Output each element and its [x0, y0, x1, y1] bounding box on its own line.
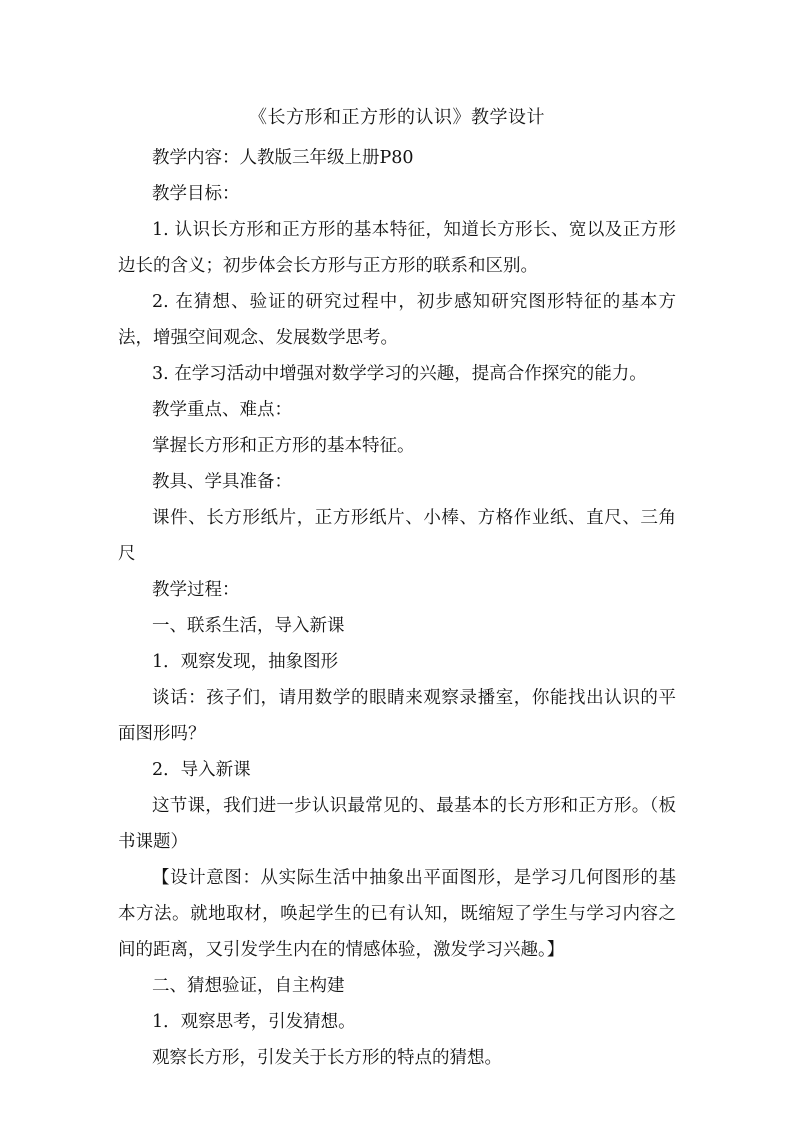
paragraph: 2. 在猜想、验证的研究过程中，初步感知研究图形特征的基本方法，增强空间观念、发展数学思考。 — [118, 292, 676, 348]
paragraph: 1．观察思考，引发猜想。 — [152, 1012, 356, 1032]
paragraph: 观察长方形，引发关于长方形的特点的猜想。 — [152, 1048, 502, 1068]
document-title: 《长方形和正方形的认识》教学设计 — [249, 107, 545, 128]
paragraph: 教学内容：人教版三年级上册P80 — [152, 148, 414, 168]
paragraph: 教具、学具准备： — [152, 472, 292, 492]
paragraph: 二、猜想验证，自主构建 — [152, 976, 345, 996]
paragraph: 【设计意图：从实际生活中抽象出平面图形，是学习几何图形的基本方法。就地取材，唤起学生的已有认知，既缩短了学生与学习内容之间的距离，又引发学生内在的情感体验，激发学习兴趣。】 — [118, 868, 676, 960]
paragraph: 2．导入新课 — [152, 760, 251, 780]
paragraph: 谈话：孩子们，请用数学的眼睛来观察录播室，你能找出认识的平面图形吗？ — [118, 688, 676, 744]
paragraph: 教学过程： — [152, 580, 240, 600]
paragraph: 1. 认识长方形和正方形的基本特征，知道长方形长、宽以及正方形边长的含义；初步体会长方形与正方形的联系和区别。 — [118, 220, 676, 276]
paragraph: 1．观察发现，抽象图形 — [152, 652, 339, 672]
paragraph: 教学目标： — [152, 184, 240, 204]
paragraph: 掌握长方形和正方形的基本特征。 — [152, 436, 415, 456]
paragraph: 3. 在学习活动中增强对数学学习的兴趣，提高合作探究的能力。 — [152, 364, 647, 384]
document-body — [118, 140, 676, 1076]
paragraph: 这节课，我们进一步认识最常见的、最基本的长方形和正方形。（板书课题） — [118, 796, 676, 852]
paragraph: 教学重点、难点： — [152, 400, 292, 420]
paragraph: 课件、长方形纸片，正方形纸片、小棒、方格作业纸、直尺、三角尺 — [118, 508, 676, 564]
paragraph: 一、联系生活，导入新课 — [152, 616, 345, 636]
